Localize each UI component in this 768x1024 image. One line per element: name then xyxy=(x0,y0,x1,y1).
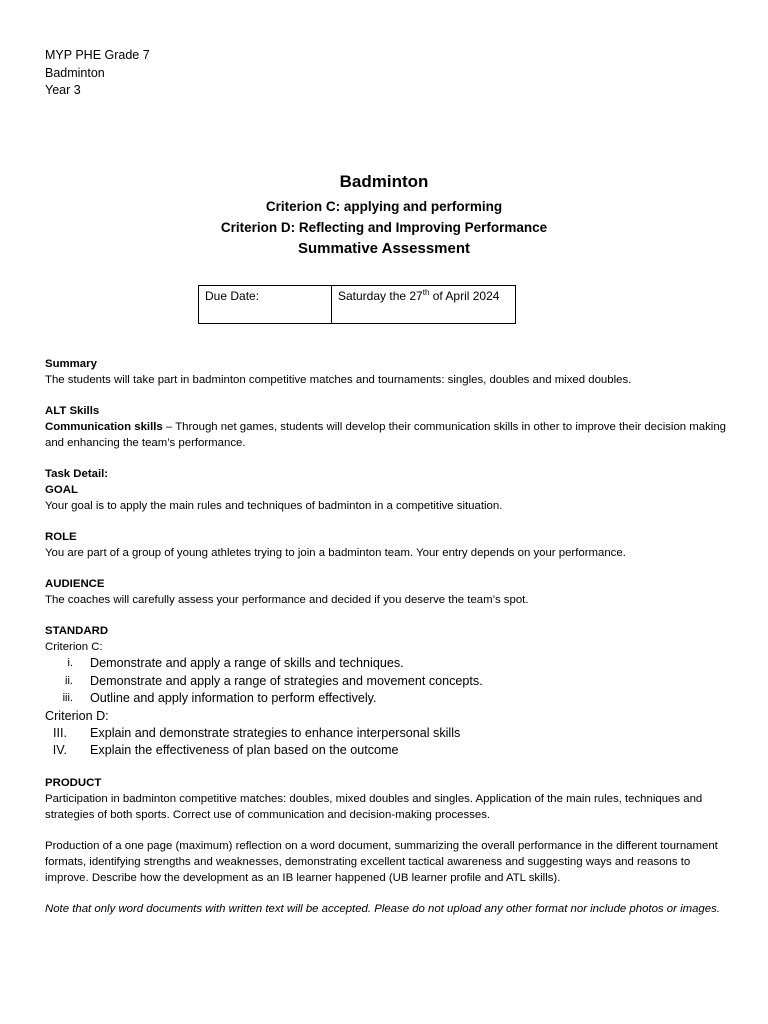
document-header xyxy=(45,47,150,100)
alt-skills-text: Communication skills – Through net games, students will develop their communication skills in other to improve their decision making and enhancing the team’s performance. xyxy=(45,421,727,449)
summary-text: The students will take part in badminton competitive matches and tournaments: singles, doubles and mixed doubles. xyxy=(45,374,632,386)
due-date-table xyxy=(198,285,516,324)
due-date-label: Due Date: xyxy=(199,286,332,324)
goal-text: Your goal is to apply the main rules and techniques of badminton in a competitive situation. xyxy=(45,500,503,512)
criterion-d-list xyxy=(45,725,735,760)
audience-text: The coaches will carefully assess your performance and decided if you deserve the team’s spot. xyxy=(45,594,529,606)
criterion-c-label: Criterion C: xyxy=(45,641,103,653)
due-date-value: Saturday the 27th of April 2024 xyxy=(332,286,516,324)
list-item: III. Explain and demonstrate strategies to enhance interpersonal skills xyxy=(53,725,461,740)
criterion-d-title: Criterion D: Reflecting and Improving Performance xyxy=(220,220,548,235)
header-course: MYP PHE Grade 7 xyxy=(45,48,150,62)
header-subject: Badminton xyxy=(45,65,105,80)
task-detail-heading: Task Detail: xyxy=(45,468,109,480)
list-item: IV. Explain the effectiveness of plan based on the outcome xyxy=(52,743,399,757)
communication-skills-label: Communication skills xyxy=(45,421,163,433)
product-paragraph-1: Participation in badminton competitive matches: doubles, mixed doubles and singles. Application of the main rules, techniques and strategies of both sports. Correct use of communication and decision-making processes. xyxy=(45,792,703,821)
role-text: You are part of a group of young athletes trying to join a badminton team. Your entry depends on your performance. xyxy=(45,547,626,559)
criterion-d-label: Criterion D: xyxy=(45,708,109,723)
role-heading: ROLE xyxy=(45,531,77,543)
submission-note: Note that only word documents with written text will be accepted. Please do not upload any other format nor include photos or images. xyxy=(45,902,720,915)
standard-heading: STANDARD xyxy=(45,625,109,637)
criterion-c-list xyxy=(45,655,735,708)
alt-skills-heading: ALT Skills xyxy=(45,405,100,417)
header-year: Year 3 xyxy=(45,83,81,97)
list-item: iii. Outline and apply information to perform effectively. xyxy=(62,691,377,705)
assessment-title: Summative Assessment xyxy=(297,240,471,257)
product-heading: PRODUCT xyxy=(45,776,102,789)
criterion-c-title: Criterion C: applying and performing xyxy=(265,199,503,214)
audience-heading: AUDIENCE xyxy=(45,578,105,590)
list-item: ii. Demonstrate and apply a range of strategies and movement concepts. xyxy=(65,673,483,688)
document-body xyxy=(45,356,735,917)
summary-heading: Summary xyxy=(45,358,97,370)
list-item: i. Demonstrate and apply a range of skills and techniques. xyxy=(67,656,404,670)
page-title: Badminton xyxy=(339,172,429,191)
product-paragraph-2: Production of a one page (maximum) reflection on a word document, summarizing the overall performance in the different tournament formats, identifying strengths and weaknesses, demonstrating excellent tactical awareness and suggesting ways and reasons to improve. Describe how the development as an IB learner happened (UB learner profile and ATL skills). xyxy=(45,839,718,884)
goal-heading: GOAL xyxy=(45,484,78,496)
